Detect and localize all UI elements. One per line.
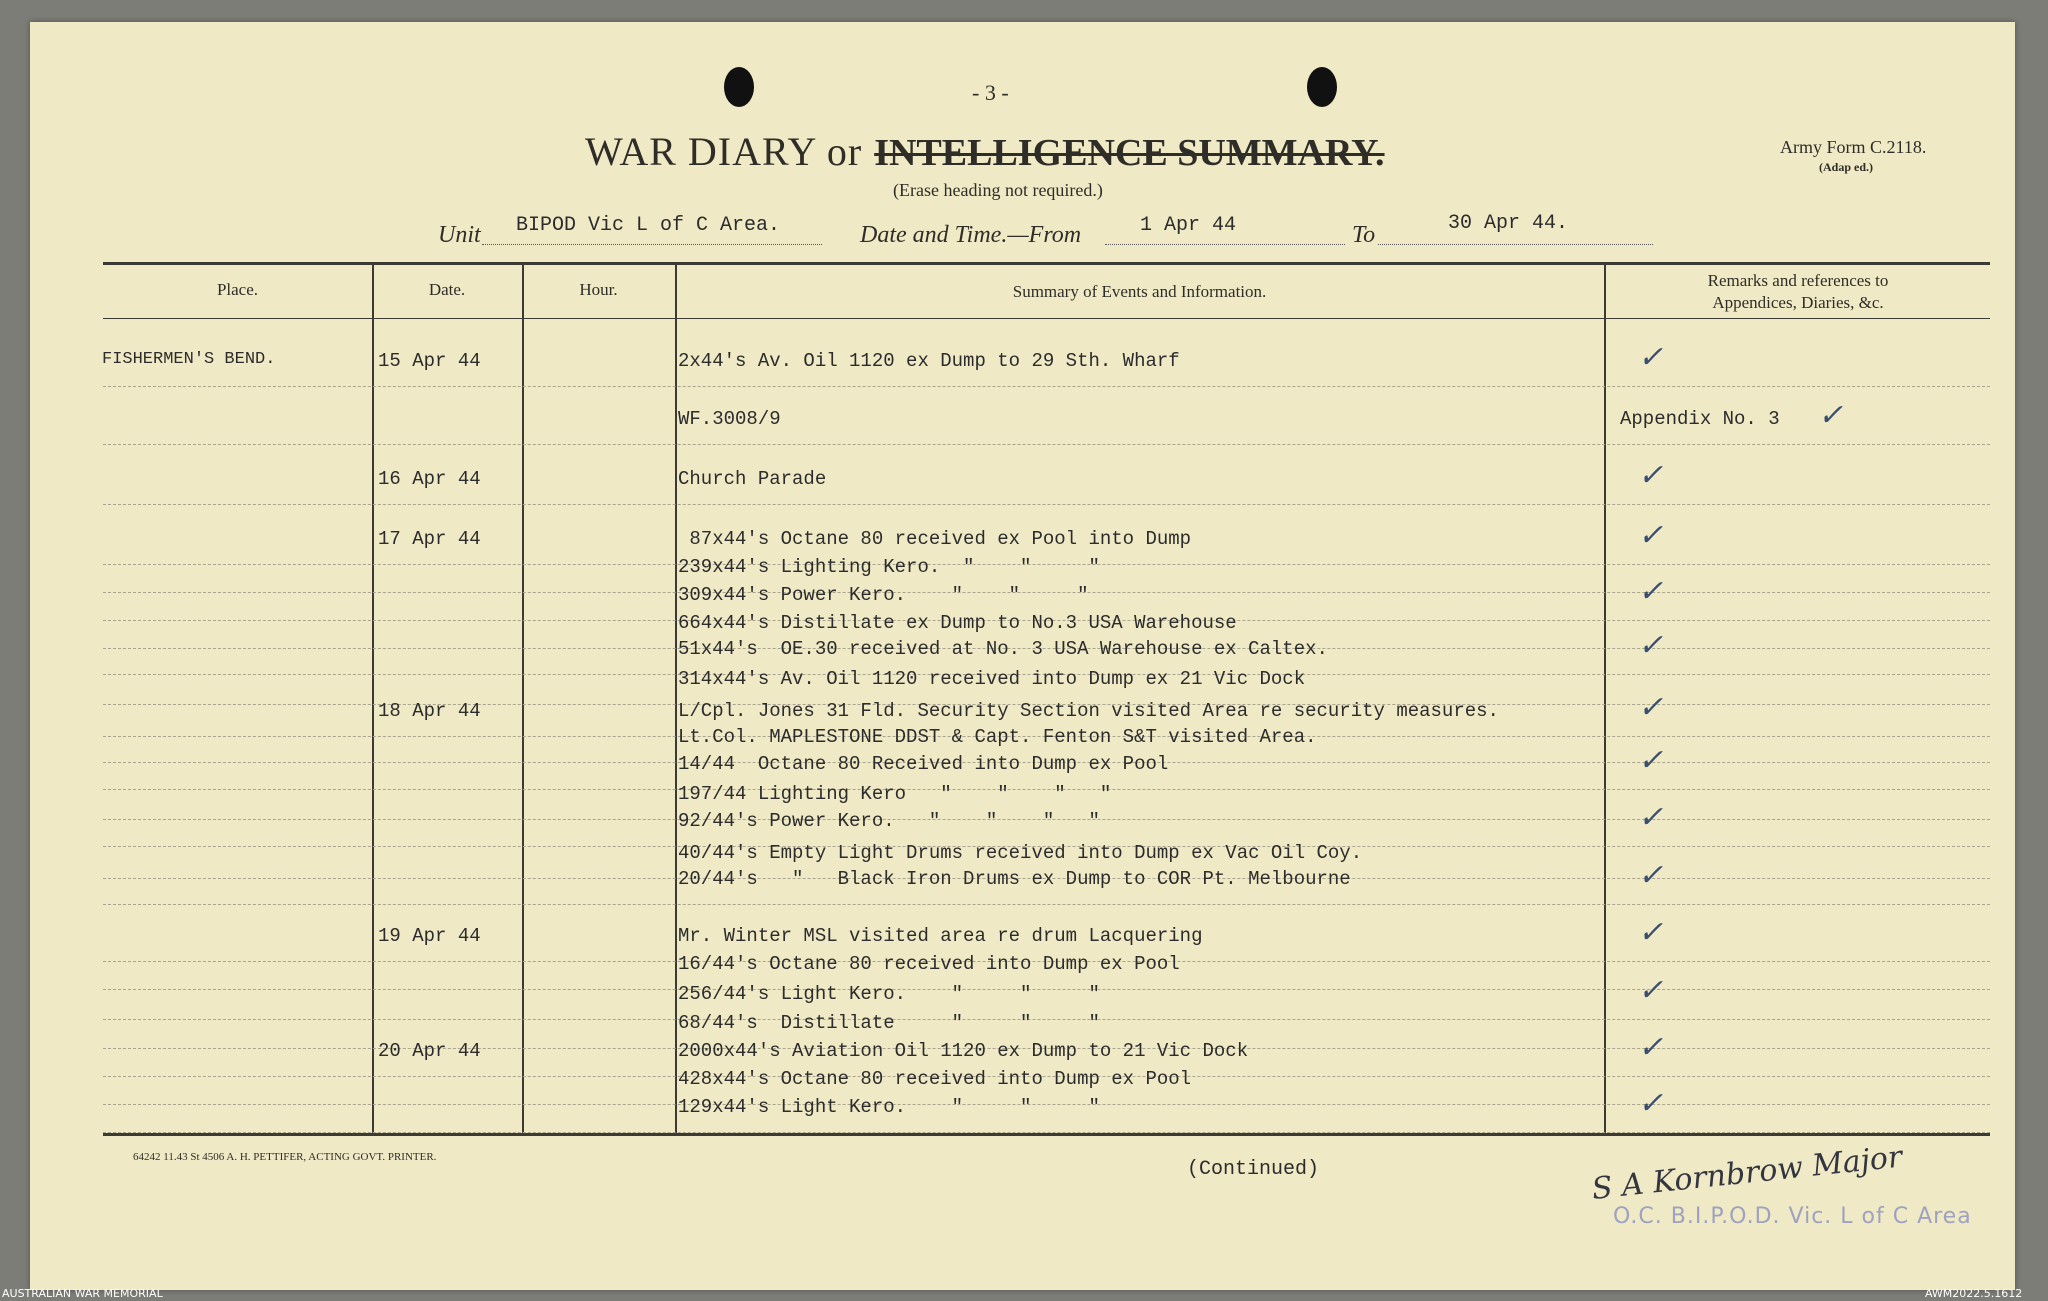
header-place: Place. bbox=[216, 280, 259, 299]
entry-check-icon: ✓ bbox=[1638, 915, 1664, 950]
entry-text: 309x44's Power Kero. " " " bbox=[678, 584, 1089, 606]
title-subtitle: (Erase heading not required.) bbox=[893, 180, 1103, 200]
punch-hole-right bbox=[1307, 67, 1337, 107]
entry-date: 15 Apr 44 bbox=[378, 350, 481, 372]
entry-check-icon: ✓ bbox=[1638, 743, 1664, 778]
entry-text: Lt.Col. MAPLESTONE DDST & Capt. Fenton S&T visited Area. bbox=[678, 726, 1317, 748]
entry-text: 2x44's Av. Oil 1120 ex Dump to 29 Sth. Wharf bbox=[678, 350, 1180, 372]
column-divider-date bbox=[522, 263, 524, 1133]
header-remarks-line1: Remarks and references to bbox=[1707, 271, 1889, 290]
entry-date: 17 Apr 44 bbox=[378, 528, 481, 550]
row-rule bbox=[103, 444, 1990, 445]
column-divider-place bbox=[372, 263, 374, 1133]
header-bottom-rule bbox=[103, 318, 1990, 319]
unit-underline bbox=[482, 244, 822, 245]
entry-text: WF.3008/9 bbox=[678, 408, 781, 430]
entry-check-icon: ✓ bbox=[1638, 800, 1664, 835]
diary-page bbox=[30, 22, 2015, 1290]
row-rule bbox=[103, 504, 1990, 505]
entry-text: 239x44's Lighting Kero. " " " bbox=[678, 556, 1100, 578]
continued-note: (Continued) bbox=[1187, 1158, 1320, 1181]
entry-place: FISHERMEN'S BEND. bbox=[102, 350, 276, 369]
entry-date: 20 Apr 44 bbox=[378, 1040, 481, 1062]
entry-date: 16 Apr 44 bbox=[378, 468, 481, 490]
header-date: Date. bbox=[428, 280, 466, 299]
column-divider-hour bbox=[675, 263, 677, 1133]
entry-date: 18 Apr 44 bbox=[378, 700, 481, 722]
date-from-value: 1 Apr 44 bbox=[1140, 214, 1237, 237]
column-divider-summary bbox=[1604, 263, 1606, 1133]
unit-label: Unit bbox=[438, 222, 481, 248]
date-to-label: To bbox=[1352, 222, 1376, 248]
entry-text: 428x44's Octane 80 received into Dump ex Pool bbox=[678, 1068, 1192, 1090]
entry-text: 129x44's Light Kero. " " " bbox=[678, 1096, 1100, 1118]
entry-check-icon: ✓ bbox=[1638, 690, 1664, 725]
header-hour: Hour. bbox=[579, 280, 618, 299]
entry-text: 16/44's Octane 80 received into Dump ex Pool bbox=[678, 953, 1180, 975]
page-number: - 3 - bbox=[972, 80, 1009, 105]
header-summary: Summary of Events and Information. bbox=[1012, 282, 1267, 301]
entry-text: 664x44's Distillate ex Dump to No.3 USA Warehouse bbox=[678, 612, 1237, 634]
archive-reference: AWM2022.5.1612 bbox=[1925, 1287, 2023, 1300]
entry-text: 40/44's Empty Light Drums received into Dump ex Vac Oil Coy. bbox=[678, 842, 1363, 864]
header-remarks-line2: Appendices, Diaries, &c. bbox=[1712, 293, 1884, 312]
date-time-label: Date and Time.—From bbox=[860, 222, 1082, 248]
printer-imprint: 64242 11.43 St 4506 A. H. PETTIFER, ACTING GOVT. PRINTER. bbox=[133, 1151, 437, 1163]
row-rule bbox=[103, 904, 1990, 905]
entry-text: Church Parade bbox=[678, 468, 827, 490]
entry-text: 314x44's Av. Oil 1120 received into Dump ex 21 Vic Dock bbox=[678, 668, 1306, 690]
entry-text: 68/44's Distillate " " " bbox=[678, 1012, 1100, 1034]
army-form-number: Army Form C.2118. bbox=[1780, 137, 1927, 157]
entry-check-icon: ✓ bbox=[1638, 1086, 1664, 1121]
table-bottom-rule bbox=[103, 1133, 1990, 1136]
date-from-underline bbox=[1105, 244, 1345, 245]
entry-text: 20/44's " Black Iron Drums ex Dump to COR Pt. Melbourne bbox=[678, 868, 1351, 890]
row-rule bbox=[103, 386, 1990, 387]
unit-stamp: O.C. B.I.P.O.D. Vic. L of C Area bbox=[1613, 1204, 1972, 1229]
row-rule bbox=[103, 1132, 1990, 1133]
entry-text: 87x44's Octane 80 received ex Pool into Dump bbox=[678, 528, 1192, 550]
entry-check-icon: ✓ bbox=[1638, 574, 1664, 609]
entry-text: 197/44 Lighting Kero " " " " bbox=[678, 783, 1112, 805]
entry-check-icon: ✓ bbox=[1638, 458, 1664, 493]
entry-text: Mr. Winter MSL visited area re drum Lacquering bbox=[678, 925, 1203, 947]
entry-check-icon: ✓ bbox=[1638, 628, 1664, 663]
table-top-rule bbox=[103, 262, 1990, 265]
page-title bbox=[585, 128, 1385, 175]
army-form-note: (Adap ed.) bbox=[1819, 160, 1874, 174]
entry-date: 19 Apr 44 bbox=[378, 925, 481, 947]
entry-text: 51x44's OE.30 received at No. 3 USA Warehouse ex Caltex. bbox=[678, 638, 1328, 660]
entry-check-icon: ✓ bbox=[1818, 398, 1844, 433]
title-struck-out: INTELLIGENCE SUMMARY. bbox=[874, 132, 1385, 174]
entry-check-icon: ✓ bbox=[1638, 518, 1664, 553]
entry-text: 256/44's Light Kero. " " " bbox=[678, 983, 1100, 1005]
archive-credit: AUSTRALIAN WAR MEMORIAL bbox=[2, 1287, 163, 1300]
entry-remark: Appendix No. 3 bbox=[1620, 408, 1780, 430]
entry-text: 14/44 Octane 80 Received into Dump ex Pool bbox=[678, 753, 1169, 775]
entry-text: 92/44's Power Kero. " " " " bbox=[678, 810, 1100, 832]
entry-check-icon: ✓ bbox=[1638, 1030, 1664, 1065]
entry-check-icon: ✓ bbox=[1638, 858, 1664, 893]
officer-signature: S A Kornbrow Major bbox=[1590, 1139, 1904, 1207]
unit-value: BIPOD Vic L of C Area. bbox=[516, 214, 781, 237]
punch-hole-left bbox=[724, 67, 754, 107]
date-to-underline bbox=[1378, 244, 1653, 245]
date-to-value: 30 Apr 44. bbox=[1448, 212, 1569, 235]
entry-check-icon: ✓ bbox=[1638, 340, 1664, 375]
entry-text: L/Cpl. Jones 31 Fld. Security Section visited Area re security measures. bbox=[678, 700, 1499, 722]
title-main: WAR DIARY or bbox=[585, 129, 863, 174]
entry-check-icon: ✓ bbox=[1638, 973, 1664, 1008]
entry-text: 2000x44's Aviation Oil 1120 ex Dump to 21 Vic Dock bbox=[678, 1040, 1249, 1062]
